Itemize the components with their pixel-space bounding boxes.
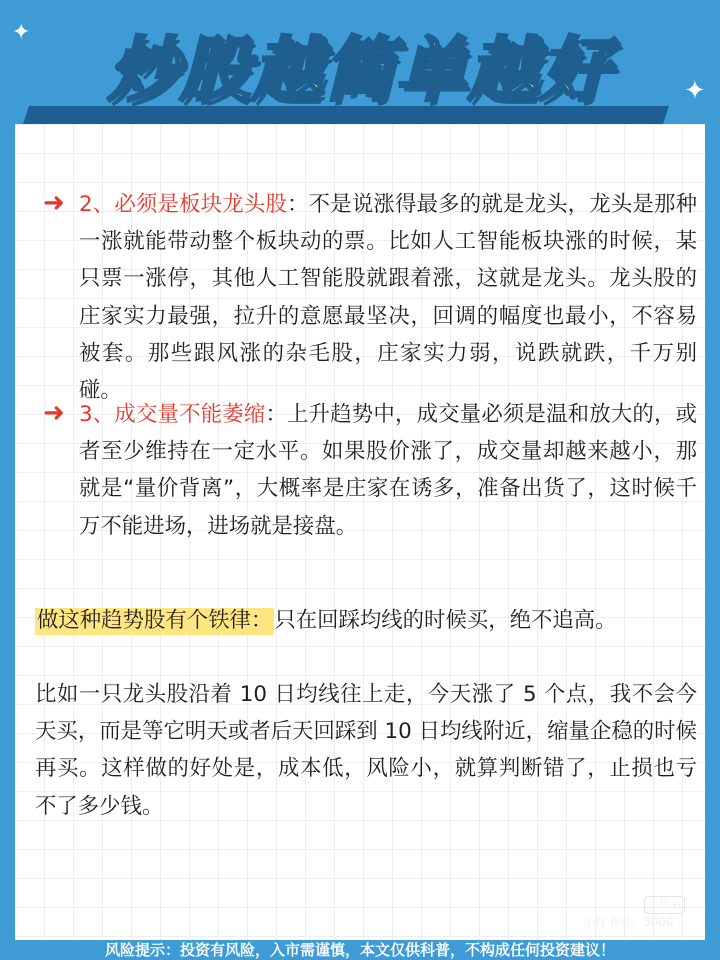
risk-disclaimer: 风险提示：投资有风险，入市需谨慎，本文仅供科普，不构成任何投资建议！ <box>104 941 615 959</box>
section-body: ：不是说涨得最多的就是龙头，龙头是那种一涨就能带动整个板块动的票。比如人工智能板块涨的时候，某只票一涨停，其他人工智能股就跟着涨，这就是龙头。龙头股的庄家实力最强，拉升的意愿最坚决，回调的幅度也最小，不容易被套。那些跟风涨的杂毛股，庄家实力弱，说跌就跌，千万别碰。 <box>79 192 697 404</box>
arrow-right-icon: ➜ <box>43 188 65 218</box>
section-paragraph <box>79 396 697 545</box>
sparkle-icon: ✦ <box>12 20 31 45</box>
watermark <box>583 896 685 930</box>
watermark-logo: 小红书 <box>644 896 685 914</box>
example-paragraph: 比如一只龙头股沿着 10 日均线往上走，今天涨了 5 个点，我不会今天买，而是等它明天或者后天回踩到 10 日均线附近，缩量企稳的时候再买。这样做的好处是，成本低，风险小，就算判断错了，止损也亏不了多少钱。 <box>35 682 697 819</box>
rule-highlight: 做这种趋势股有个铁律： <box>37 608 273 633</box>
section-heading: 2、必须是板块龙头股 <box>79 192 288 217</box>
section-paragraph <box>79 186 697 409</box>
rule-paragraph <box>35 602 697 639</box>
section-heading: 3、成交量不能萎缩 <box>79 402 266 427</box>
section-body: ：上升趋势中，成交量必须是温和放大的，或者至少维持在一定水平。如果股价涨了，成交量却越来越小，那就是“量价背离”，大概率是庄家在诱多，准备出货了，这时候千万不能进场，进场就是接盘。 <box>79 402 697 539</box>
title-banner <box>0 20 720 120</box>
watermark-text: 小红书号：3000... <box>583 915 685 929</box>
arrow-right-icon: ➜ <box>43 398 65 428</box>
sparkle-icon: ✦ <box>684 76 706 106</box>
rule-text: 只在回踩均线的时候买，绝不追高。 <box>274 608 617 633</box>
page-title: 炒股越简单越好 <box>108 29 612 111</box>
content-card <box>15 124 705 940</box>
